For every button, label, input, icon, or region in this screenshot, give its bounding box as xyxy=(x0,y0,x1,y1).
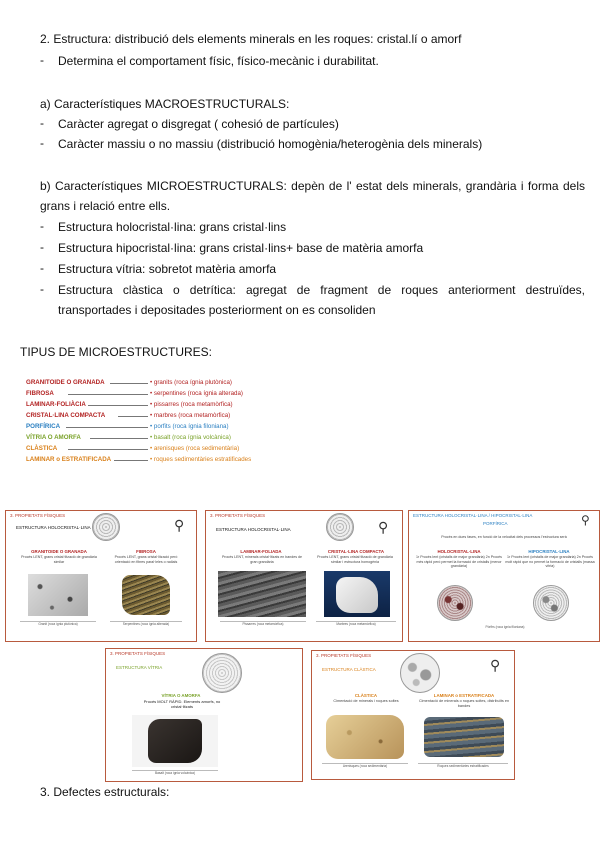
legend-line xyxy=(110,383,148,384)
legend-key: FIBROSA xyxy=(26,390,54,397)
bullet-dash: - xyxy=(40,116,44,130)
porphyry-thin-section-2 xyxy=(533,585,569,621)
legend-line xyxy=(68,394,148,395)
microscope-icon: ⚲ xyxy=(174,517,185,533)
caption-fibrosa: FIBROSA xyxy=(136,549,156,554)
thin-section-image xyxy=(92,513,120,541)
stratified-rock-image xyxy=(424,717,504,757)
slide-subtitle: ESTRUCTURA VÍTRIA xyxy=(116,665,163,670)
legend-value: • granits (roca ígnia plutònica) xyxy=(150,379,232,386)
legend-value: • serpentines (roca ígnia alterada) xyxy=(150,390,243,397)
slide-header: 3. PROPIETATS FÍSIQUES xyxy=(210,513,266,518)
legend-row xyxy=(26,444,266,454)
footer-porfirs: Pòrfirs (roca ígnia filoniana) xyxy=(485,625,525,629)
basalt-image xyxy=(148,719,202,763)
slide-subtitle: ESTRUCTURA CLÀSTICA xyxy=(322,667,376,672)
legend-key: LAMINAR-FOLIÀCIA xyxy=(26,401,86,408)
legend-line xyxy=(68,449,148,450)
thin-section-image xyxy=(400,653,440,693)
slide-intro: Procés en dues fases, en funció de la velocitat dels processos l'estructura serà xyxy=(441,535,567,539)
legend-key: CRISTAL·LINA COMPACTA xyxy=(26,412,106,419)
slide-header: 3. PROPIETATS FÍSIQUES xyxy=(316,653,372,658)
footer-basalt: Basalt (roca ígnia volcànica) xyxy=(132,770,218,775)
bullet-dash: - xyxy=(40,53,44,67)
legend-key: CLÀSTICA xyxy=(26,445,58,452)
legend-row xyxy=(26,411,266,421)
footer-estratificades: Roques sedimentàries estratificades xyxy=(418,763,508,768)
section-2-title: 2. Estructura: distribució dels elements minerals en les roques: cristal.lí o amorf xyxy=(40,32,462,46)
legend-row xyxy=(26,455,266,465)
sandstone-image xyxy=(326,715,404,759)
bullet-agregat: Caràcter agregat o disgregat ( cohesió de partícules) xyxy=(58,117,339,131)
desc-cristallina-compacta: Procés LENT, grans cristal·lització de grandària similar i estructura homogènia xyxy=(317,555,393,564)
legend-value: • basalt (roca ígnia volcànica) xyxy=(150,434,231,441)
basalt-image-bg xyxy=(132,715,218,767)
granite-image xyxy=(28,574,88,616)
section-3-title: 3. Defectes estructurals: xyxy=(40,785,170,799)
bullet-holocristallina: Estructura holocristal·lina: grans cristal·lins xyxy=(58,220,287,234)
macro-title: a) Característiques MACROESTRUCTURALS: xyxy=(40,97,290,111)
desc-clastica: Cimentació de minerals i roques soltes xyxy=(333,699,399,703)
legend-line xyxy=(88,405,148,406)
legend-value: • roques sedimentàries estratificades xyxy=(150,456,252,463)
porphyry-thin-section-1 xyxy=(437,585,473,621)
footer-serpentines: Serpentines (roca ígnia alterada) xyxy=(110,621,182,626)
slide-holocristallina-1 xyxy=(5,510,197,642)
legend-row xyxy=(26,422,266,432)
desc-laminar-foliada: Procés LENT, minerals cristal·litzats en bandes de gran grandària xyxy=(221,555,303,564)
footer-arenisques: Arenisques (roca sedimentària) xyxy=(322,763,408,768)
desc-vitria-amorfa: Procés MOLT RÀPID. Elements amorfs, no cristal·litzats xyxy=(143,699,221,709)
desc-granitoide: Procés LENT, grans cristal·lització de grandària similar xyxy=(21,555,97,564)
micro-title-text: b) Característiques MICROESTRUCTURALS: depèn de l' estat dels minerals, grandària i forma dels grans i relació entre ells. xyxy=(40,179,585,213)
legend-line xyxy=(66,427,148,428)
legend-value: • pissarres (roca metamòrfica) xyxy=(150,401,233,408)
caption-hipocristallina: HIPOCRISTAL·LINA xyxy=(528,549,570,554)
slate-image xyxy=(218,571,306,617)
slide-subtitle: ESTRUCTURA HOLOCRISTAL·LINA xyxy=(16,525,91,530)
marble-image-bg xyxy=(324,571,390,617)
tipus-title: TIPUS DE MICROESTRUCTURES: xyxy=(20,345,213,359)
legend-line xyxy=(90,438,148,439)
bullet-clastica: Estructura clàstica o detrítica: agregat de fragment de roques anteriorment destruïdes, transportades i depositades posteriorment on es consoliden xyxy=(58,283,585,317)
legend-row xyxy=(26,378,266,388)
caption-clastica: CLÀSTICA xyxy=(354,693,378,698)
slide-subtitle: PORFÍRICA xyxy=(483,521,508,526)
slide-clastica xyxy=(311,650,515,780)
bullet-hipocristallina: Estructura hipocristal·lina: grans cristal·lins+ base de matèria amorfa xyxy=(58,241,424,255)
legend-row xyxy=(26,433,266,443)
footer-marbres: Marbres (roca metamòrfica) xyxy=(316,621,396,626)
marble-image xyxy=(336,577,378,613)
thin-section-image xyxy=(202,653,242,693)
bullet-vitria: Estructura vítria: sobretot matèria amorfa xyxy=(58,262,277,276)
legend-value: • marbres (roca metamòrfica) xyxy=(150,412,231,419)
caption-laminar-estratificada: LAMINAR o ESTRATIFICADA xyxy=(433,693,495,698)
desc-fibrosa: Procés LENT, grans cristal·lització però orientació en fibres paral·leles o radials xyxy=(114,555,178,564)
slide-subtitle: ESTRUCTURA HOLOCRISTAL·LINA xyxy=(216,527,291,532)
microscope-icon: ⚲ xyxy=(490,657,501,673)
legend-key: PORFÍRICA xyxy=(26,423,61,430)
bullet-massiu: Caràcter massiu o no massiu (distribució homogènia/heterogènia dels minerals) xyxy=(58,137,483,151)
bullet-dash: - xyxy=(40,282,44,296)
desc-hipocristallina: 1r Procés lent (cristalls de major grandària) 2n Procés molt ràpid que no permet la formació de cristalls (massa vítria) xyxy=(505,555,595,569)
footer-granit: Granit (roca ígnia plutònica) xyxy=(20,621,96,626)
legend-value: • porfits (roca ígnia filoniana) xyxy=(150,423,229,430)
bullet-comportament: Determina el comportament físic, físico-mecànic i durabilitat. xyxy=(58,54,379,68)
legend-key: LAMINAR o ESTRATIFICADA xyxy=(26,456,112,463)
desc-holocristallina: 1r Procés lent (cristalls de major grandària) 2n Procés més ràpid però permet la formació de cristalls (menor grandària) xyxy=(416,555,502,569)
footer-pissarres: Pissarres (roca metamòrfica) xyxy=(220,621,306,626)
microscope-icon: ⚲ xyxy=(581,513,590,527)
slide-holocristallina-2 xyxy=(205,510,403,642)
slide-header: 3. PROPIETATS FÍSIQUES xyxy=(110,651,166,656)
caption-granitoide: GRANITOIDE O GRANADA xyxy=(31,549,87,554)
caption-laminar-foliada: LAMINAR-FOLIADA xyxy=(240,549,282,554)
bullet-dash: - xyxy=(40,219,44,233)
legend-key: GRANITOIDE O GRANADA xyxy=(26,379,105,386)
legend-line xyxy=(114,460,148,461)
legend-row xyxy=(26,400,266,410)
caption-holocristallina: HOLOCRISTAL·LINA xyxy=(437,549,481,554)
bullet-dash: - xyxy=(40,261,44,275)
slide-porfirica xyxy=(408,510,600,642)
caption-vitria-amorfa: VÍTRIA O AMORFA xyxy=(161,693,201,698)
slide-header: 3. PROPIETATS FÍSIQUES xyxy=(10,513,66,518)
bullet-dash: - xyxy=(40,136,44,150)
bullet-dash: - xyxy=(40,240,44,254)
legend-line xyxy=(118,416,148,417)
micro-title xyxy=(40,176,585,216)
caption-cristallina-compacta: CRISTAL·LINA COMPACTA xyxy=(327,549,385,554)
legend-key: VÍTRIA O AMORFA xyxy=(26,434,81,441)
slide-vitria xyxy=(105,648,303,782)
desc-laminar-estratificada: Cimentació de minerals o roques soltes, distribuïts en bandes xyxy=(418,699,510,708)
legend-row xyxy=(26,389,266,399)
serpentine-image xyxy=(122,575,170,615)
microscope-icon: ⚲ xyxy=(378,519,389,535)
slide-header: ESTRUCTURA HOLOCRISTAL·LINA / HIPOCRISTAL·LINA xyxy=(413,513,533,518)
legend-value: • arenisques (roca sedimentària) xyxy=(150,445,240,452)
thin-section-image xyxy=(326,513,354,541)
